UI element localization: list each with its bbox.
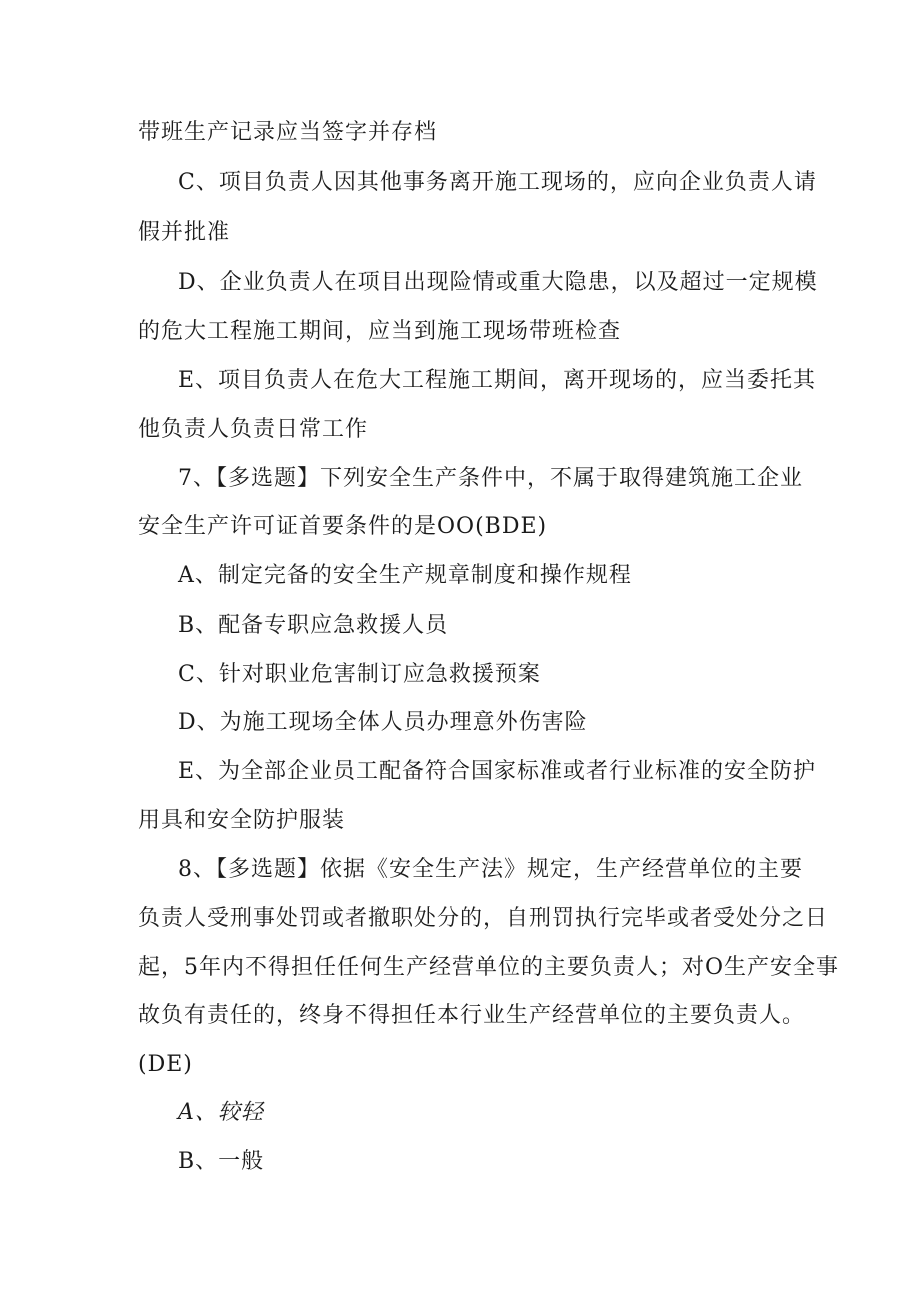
option-e-line: E、项目负责人在危大工程施工期间，离开现场的，应当委托其	[178, 368, 817, 393]
option-c-line: C、项目负责人因其他事务离开施工现场的，应向企业负责人请	[178, 170, 817, 195]
question-8-line: 8、【多选题】依据《安全生产法》规定，生产经营单位的主要	[178, 857, 803, 882]
text-line: 故负有责任的，终身不得担任本行业生产经营单位的主要负责人。	[138, 1003, 806, 1028]
option-d-line: D、为施工现场全体人员办理意外伤害险	[178, 710, 588, 735]
text-line: 起，5年内不得担任任何生产经营单位的主要负责人；对O生产安全事	[138, 955, 840, 980]
text-line: 他负责人负责日常工作	[138, 417, 369, 442]
text-line: 安全生产许可证首要条件的是OO(BDE)	[138, 514, 548, 539]
option-c-line: C、针对职业危害制订应急救援预案	[178, 662, 541, 687]
text-line: 假并批准	[138, 220, 231, 245]
option-e-line: E、为全部企业员工配备符合国家标准或者行业标准的安全防护	[178, 759, 817, 784]
option-a-line: A、较轻	[178, 1100, 264, 1125]
option-a-line: A、制定完备的安全生产规章制度和操作规程	[178, 563, 632, 588]
text-line: 用具和安全防护服装	[138, 808, 346, 833]
option-d-line: D、企业负责人在项目出现险情或重大隐患，以及超过一定规模	[178, 270, 818, 295]
option-b-line: B、一般	[178, 1149, 265, 1174]
text-line: 的危大工程施工期间，应当到施工现场带班检查	[138, 319, 622, 344]
option-b-line: B、配备专职应急救援人员	[178, 613, 449, 638]
text-line: 负责人受刑事处罚或者撤职处分的，自刑罚执行完毕或者受处分之日	[138, 906, 829, 931]
answer-line: (DE)	[138, 1052, 193, 1077]
text-line: 带班生产记录应当签字并存档	[138, 120, 438, 145]
question-7-line: 7、【多选题】下列安全生产条件中，不属于取得建筑施工企业	[178, 466, 803, 491]
